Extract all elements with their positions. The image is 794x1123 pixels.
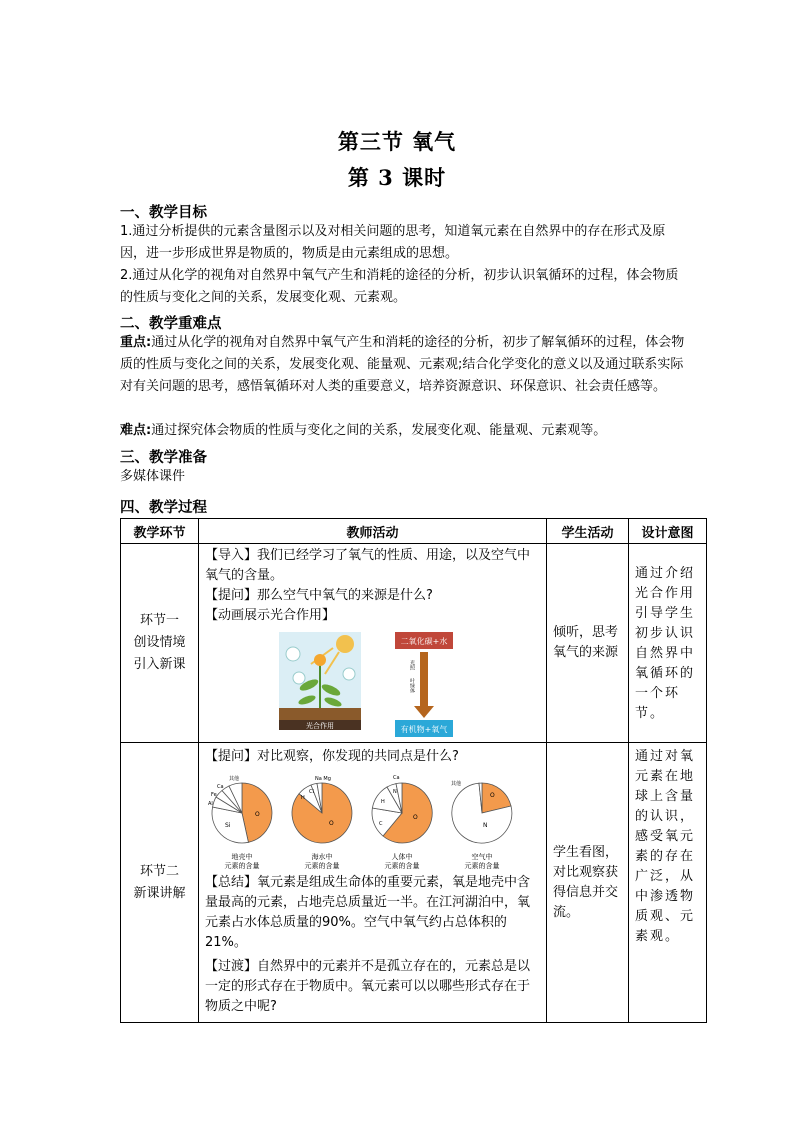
pie-crust (203, 769, 281, 871)
student-cell (547, 743, 629, 1023)
header-teacher: 教师活动 (199, 519, 547, 544)
pie-caption: 元素的含量 (384, 862, 420, 870)
pie-label: H (381, 799, 385, 805)
teacher-cell (199, 743, 547, 1023)
teacher-line: 【总结】氧元素是组成生命体的重要元素，氧是地壳中含量最高的元素，占地壳总质量近一半。在江河湖泊中，氧元素占水体总质量的90%。空气中氧气约占总体积的21%。 (205, 875, 531, 950)
goals-heading: 一、教学目标 (120, 205, 207, 221)
key-paragraph (120, 332, 686, 398)
pie-label: Ca (393, 775, 400, 781)
goal-2: 2.通过从化学的视角对自然界中氧气产生和消耗的途径的分析，初步认识氧循环的过程，体会物质的性质与变化之间的关系，发展变化观、元素观。 (120, 268, 679, 305)
pie-label: N (393, 789, 397, 795)
process-heading: 四、教学过程 (120, 500, 207, 516)
table-row (121, 743, 707, 1023)
pie-label: Al (208, 801, 213, 807)
pie-label: 其他 (451, 781, 462, 787)
prep-text: 多媒体课件 (120, 469, 186, 484)
pie-label: 其他 (229, 776, 240, 782)
header-design: 设计意图 (629, 519, 707, 544)
pie-chart (363, 769, 441, 849)
pie-chart (283, 769, 361, 849)
stage-line: 新课讲解 (133, 885, 186, 901)
photosynthesis-illustration (199, 630, 539, 742)
flower-icon (314, 654, 326, 666)
photo-caption: 光合作用 (306, 722, 334, 730)
stage-cell (121, 743, 199, 1023)
page-title: 第三节 氧气 (337, 129, 457, 154)
pie-label: Na Mg (315, 776, 331, 782)
bubble-icon (293, 672, 305, 684)
reactant-label: 二氧化碳+水 (400, 637, 448, 646)
stage-line: 引入新课 (133, 657, 186, 672)
teacher-text (199, 544, 546, 628)
difficulty-text: 通过探究体会物质的性质与变化之间的关系，发展变化观、能量观、元素观等。 (151, 423, 607, 438)
student-text: 倾听，思考氧气的来源 (553, 625, 619, 660)
teacher-line: 【提问】那么空气中氧气的来源是什么? (205, 588, 433, 603)
pie-label: Ca (217, 784, 224, 790)
student-text: 学生看图，对比观察获得信息并交流。 (553, 844, 619, 920)
header-student: 学生活动 (547, 519, 629, 544)
design-cell (629, 544, 707, 743)
design-text: 通过介绍光合作用引导学生初步认识自然界中氧循环的一个环节。 (635, 566, 696, 721)
key-label: 重点: (120, 335, 152, 350)
pie-caption: 元素的含量 (224, 862, 260, 870)
condition-1: 光照 (409, 660, 415, 670)
design-cell (629, 743, 707, 1023)
pie-chart (443, 769, 521, 849)
pie-seawater (283, 769, 361, 871)
header-stage: 教学环节 (121, 519, 199, 544)
teacher-line: 【提问】对比观察，你发现的共同点是什么? (205, 749, 459, 764)
key-text: 通过从化学的视角对自然界中氧气产生和消耗的途径的分析，初步了解氧循环的过程，体会物质的性质与变化之间的关系，发展变化观、能量观、元素观;结合化学变化的意义以及通过联系实际对有关问题的思考，感悟氧循环对人类的重要意义，培养资源意识、环保意识、社会责任感等。 (120, 335, 685, 394)
condition-2: 叶绿体 (409, 678, 415, 693)
arrow-head (414, 706, 434, 718)
pie-label: O (413, 814, 418, 821)
pie-label: Si (225, 822, 231, 829)
process-table (120, 518, 707, 1023)
bubble-icon (343, 668, 355, 680)
teacher-line: 【动画展示光合作用】 (205, 608, 336, 623)
pie-label: H (301, 795, 305, 801)
stage-line: 环节一 (139, 613, 179, 628)
pie-label: Cl (309, 789, 314, 795)
table-row (121, 544, 707, 743)
sun-icon (336, 635, 354, 653)
teacher-line: 【过渡】自然界中的元素并不是孤立存在的，元素总是以一定的形式存在于物质中。氧元素可以以哪些形式存在于物质之中呢? (205, 959, 531, 1014)
pie-air (443, 769, 521, 871)
stage-line: 创设情境 (133, 635, 186, 650)
key-heading: 二、教学重难点 (120, 316, 222, 332)
pie-caption: 元素的含量 (464, 862, 500, 870)
pie-chart (203, 769, 281, 849)
soil (279, 708, 361, 720)
difficulty-paragraph (120, 420, 686, 442)
pie-caption: 人体中 (391, 853, 413, 861)
pie-label: Fe (211, 792, 217, 798)
pie-label: O (329, 820, 334, 827)
product-label: 有机物+氧气 (400, 725, 448, 734)
goal-1: 1.通过分析提供的元素含量图示以及对相关问题的思考，知道氧元素在自然界中的存在形式及原因，进一步形成世界是物质的，物质是由元素组成的思想。 (120, 224, 666, 261)
table-header-row (121, 519, 707, 544)
photosynthesis-figure (199, 630, 539, 742)
stage-cell (121, 544, 199, 743)
design-text: 通过对氧元素在地球上含量的认识，感受氧元素的存在广泛，从中渗透物质观、元素观。 (635, 749, 696, 944)
teacher-cell (199, 544, 547, 743)
pie-label: O (255, 811, 260, 818)
difficulty-label: 难点: (120, 423, 152, 438)
stage-line: 环节二 (139, 863, 179, 879)
reaction-arrow (420, 652, 428, 708)
teacher-line: 【导入】我们已经学习了氧气的性质、用途，以及空气中氧气的含量。 (205, 548, 531, 583)
prep-heading: 三、教学准备 (120, 450, 207, 466)
pie-label: C (379, 821, 383, 827)
student-cell (547, 544, 629, 743)
pie-chart-row (203, 769, 521, 871)
pie-caption: 海水中 (311, 853, 333, 861)
pie-caption: 地壳中 (231, 853, 253, 861)
bubble-icon (286, 647, 300, 661)
pie-caption: 元素的含量 (304, 862, 340, 870)
pie-human-body (363, 769, 441, 871)
pie-caption: 空气中 (471, 853, 493, 861)
pie-label: O (490, 792, 495, 799)
page-subtitle: 第 3 课时 (347, 165, 447, 190)
pie-label: N (483, 822, 488, 829)
